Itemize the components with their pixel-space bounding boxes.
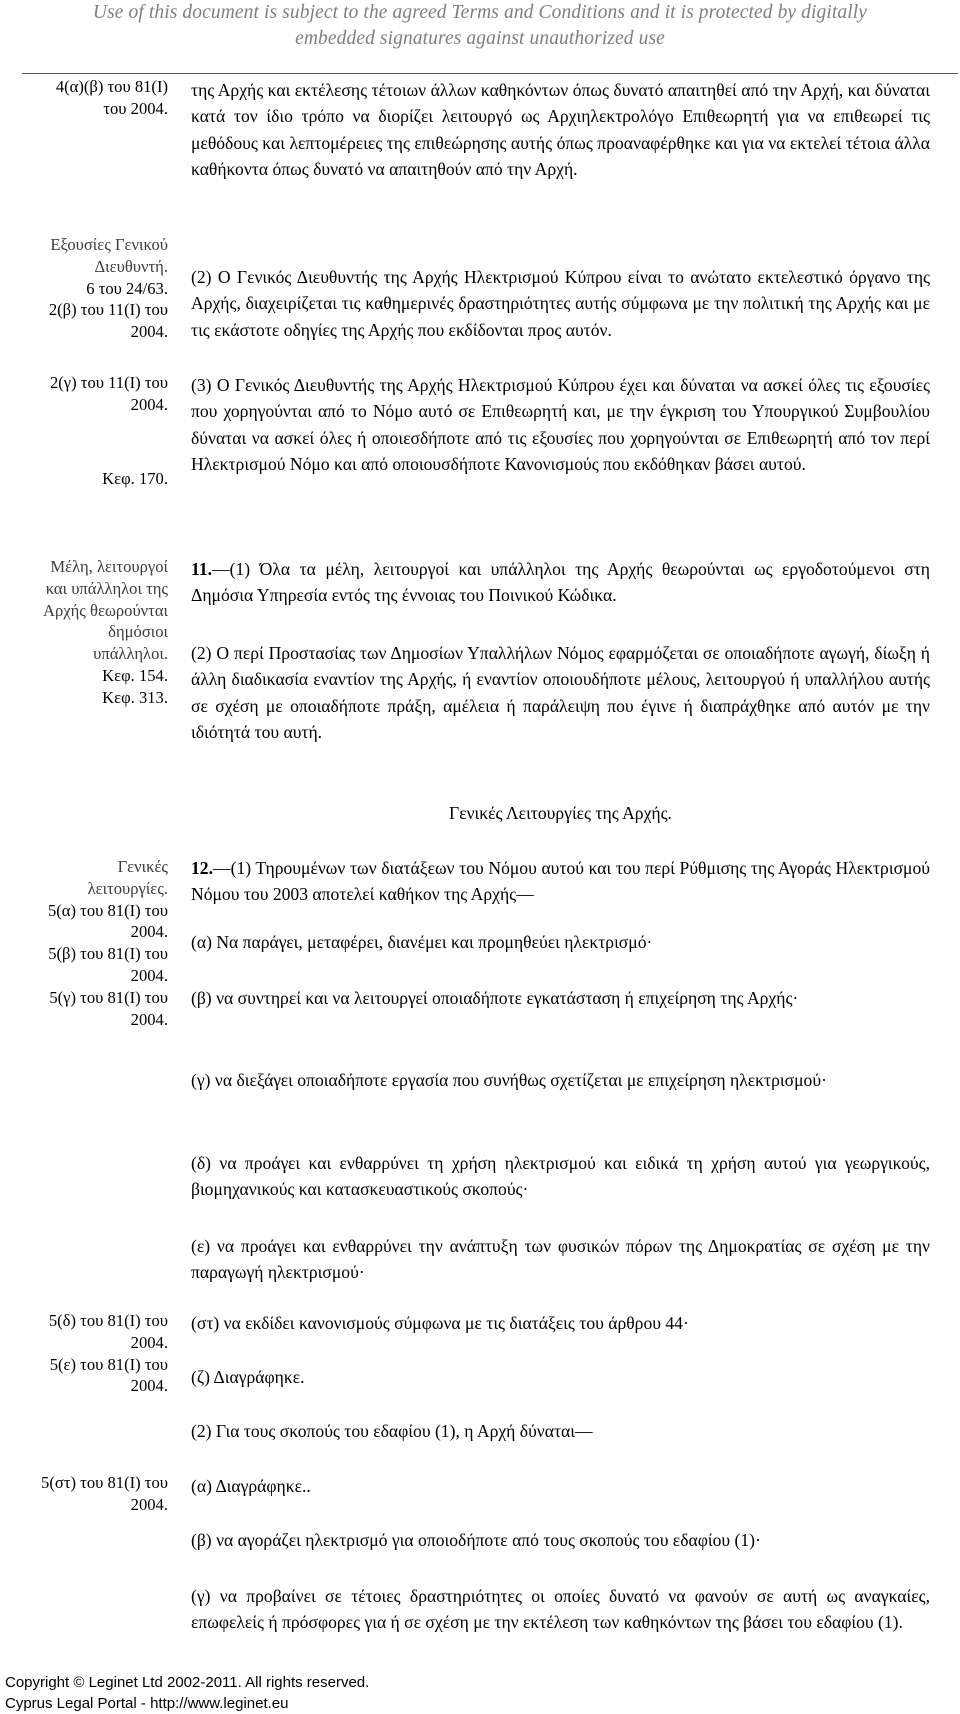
margin-note-1 [0,76,168,120]
portal-link[interactable]: Cyprus Legal Portal - http://www.leginet.eu [5,1695,289,1712]
margin-title: Εξουσίες Γενικού [50,235,168,254]
margin-line: 2(γ) του 11(Ι) του [49,373,168,392]
section-11-paragraph-1 [191,556,930,609]
section-12-paragraph-2: (2) Για τους σκοπούς του εδαφίου (1), η Αρχή δύναται— [191,1421,593,1441]
section-11-paragraph-2: (2) Ο περί Προστασίας των Δημοσίων Υπαλλήλων Νόμος εφαρμόζεται σε οποιαδήποτε αγωγή, δίωξη ή άλλη διαδικασία εναντίον της Αρχής, ή εναντίον οποιουδήποτε μέλους, λειτουργού ή υπαλλήλου αυτής σε σχέση με οποιαδήποτε πράξη, αμέλεια ή παράλειψη που έγινε ή διαπράχθηκε από αυτόν με την ιδιότητά του αυτή. [191,643,930,742]
notice-line-2: embedded signatures against unauthorized use [295,28,665,49]
item-d: (δ) να προάγει και ενθαρρύνει τη χρήση ηλεκτρισμού και ειδικά τη χρήση αυτού για γεωργικούς, βιομηχανικούς και κατασκευαστικούς σκοπούς· [191,1153,930,1200]
margin-line: 4(α)(β) του 81(Ι) [55,77,168,96]
paragraph-10-3: (3) Ο Γενικός Διευθυντής της Αρχής Ηλεκτρισμού Κύπρου έχει και δύναται να ασκεί όλες τις εξουσίες που χορηγούνται από το Νόμο αυτό σε Επιθεωρητή και, με την έγκριση του Υπουργικού Συμβουλίου δύναται να ασκεί όλες ή οποιεσδήποτε από τις εξουσίες που χορηγούνται σε Επιθεωρητή από τον περί Ηλεκτρισμού Νόμο και από οποιουσδήποτε Κανονισμούς που εκδόθηκαν βάσει αυτού. [191,375,930,474]
margin-note-general-manager-powers [0,234,168,343]
margin-title: Γενικές [117,857,168,876]
margin-title: λειτουργίες. [87,878,168,898]
section-number: 11. [191,559,213,579]
margin-title: δημόσιοι [108,622,168,642]
section-number: 12. [191,858,213,878]
margin-note-7 [0,1310,168,1397]
paragraph-continuation: της Αρχής και εκτέλεσης τέτοιων άλλων καθηκόντων όπως δυνατό απαιτηθεί από την Αρχή, και δύναται κατά τον ίδιο τρόπο να διορίζει λειτουργό ως Αρχιηλεκτρολόγο Επιθεωρητή για να επιθεωρεί τις μεθόδους και λεπτομέρειες της επιθεώρησης αυτής όπως προαναφέρθηκε και για να εκτελεί τέτοια άλλα καθήκοντα όπως δυνατό να απαιτηθούν από την Αρχή. [191,80,930,179]
item-g: (γ) να διεξάγει οποιαδήποτε εργασία που συνήθως σχετίζεται με επιχείρηση ηλεκτρισμού· [191,1070,827,1090]
paragraph-10-2: (2) Ο Γενικός Διευθυντής της Αρχής Ηλεκτρισμού Κύπρου είναι το ανώτατο εκτελεστικό όργανο της Αρχής, διαχειρίζεται τις καθημερινές δραστηριότητες αυτής σύμφωνα με την πολιτική της Αρχής και με τις εκάστοτε οδηγίες της Αρχής που εκδίδονται προς αυτόν. [191,267,930,340]
margin-line: 5(δ) του 81(Ι) του [48,1311,168,1330]
margin-note-members-public-officers [0,556,168,709]
section-12-paragraph-1 [191,855,930,908]
margin-line: 2004. [130,1376,168,1396]
margin-line: 2004. [130,1332,168,1352]
item-g2: (γ) να προβαίνει σε τέτοιες δραστηριότητες οι οποίες δυνατό να φανούν σε αυτή ως αναγκαίες, επωφελείς ή πρόσφορες για ή σε σχέση με την εκτέλεση των καθηκόντων της βάσει του εδαφίου (1). [191,1586,930,1633]
margin-line: 2004. [130,1009,168,1029]
margin-title: υπάλληλοι. [93,644,168,664]
margin-line: 2(β) του 11(Ι) του [48,300,168,320]
margin-title: Διευθυντή. [94,256,168,276]
margin-line: 2004. [130,322,168,342]
item-b: (β) να συντηρεί και να λειτουργεί οποιαδήποτε εγκατάσταση ή επιχείρηση της Αρχής· [191,988,799,1008]
margin-line: 5(β) του 81(Ι) του [48,944,168,964]
item-b2: (β) να αγοράζει ηλεκτρισμό για οποιοδήποτε από τους σκοπούς του εδαφίου (1)· [191,1530,761,1550]
margin-line: του 2004. [103,98,168,118]
margin-line: 2004. [130,394,168,414]
item-st: (στ) να εκδίδει κανονισμούς σύμφωνα με τις διατάξεις του άρθρου 44· [191,1313,689,1333]
margin-title: Αρχής θεωρούνται [43,600,168,620]
margin-line: 2004. [130,922,168,942]
section-heading: Γενικές Λειτουργίες της Αρχής. [449,803,672,823]
item-z: (ζ) Διαγράφηκε. [191,1367,305,1387]
margin-title: και υπάλληλοι της [45,578,168,598]
margin-line: 5(ε) του 81(Ι) του [49,1354,168,1374]
margin-title: Μέλη, λειτουργοί [50,557,168,576]
margin-line: 5(στ) του 81(Ι) του [41,1473,168,1492]
margin-line: Κεφ. 313. [102,687,168,707]
margin-line: 5(γ) του 81(Ι) του [49,987,168,1007]
margin-line: 5(α) του 81(Ι) του [47,900,168,920]
item-a: (α) Να παράγει, μεταφέρει, διανέμει και προμηθεύει ηλεκτρισμό· [191,932,653,952]
margin-note-3 [0,372,168,416]
margin-line: Κεφ. 170. [102,469,168,488]
margin-note-general-functions [0,856,168,1030]
item-e: (ε) να προάγει και ενθαρρύνει την ανάπτυξη των φυσικών πόρων της Δημοκρατίας σε σχέση με την παραγωγή ηλεκτρισμού· [191,1236,930,1283]
notice-line-1: Use of this document is subject to the agreed Terms and Conditions and it is protected by digitally [92,2,868,23]
margin-line: 6 του 24/63. [86,278,168,298]
copyright: Copyright © Leginet Ltd 2002-2011. All rights reserved. [5,1674,370,1691]
margin-line: 2004. [130,1494,168,1514]
margin-line: Κεφ. 154. [102,665,168,685]
section-text: —(1) Όλα τα μέλη, λειτουργοί και υπάλληλοι της Αρχής θεωρούνται ως εργοδοτούμενοι στη Δημόσια Υπηρεσία εντός της έννοιας του Ποινικού Κώδικα. [191,559,930,606]
section-text: —(1) Τηρουμένων των διατάξεων του Νόμου αυτού και του περί Ρύθμισης της Αγοράς Ηλεκτρισμού Νόμου του 2003 αποτελεί καθήκον της Αρχής— [191,858,930,905]
protection-notice [0,0,960,52]
margin-note-8 [0,1472,168,1516]
item-a2: (α) Διαγράφηκε.. [191,1476,311,1496]
header-divider [22,73,958,74]
margin-line: 2004. [130,965,168,985]
margin-note-4 [0,468,168,490]
footer [5,1672,369,1714]
